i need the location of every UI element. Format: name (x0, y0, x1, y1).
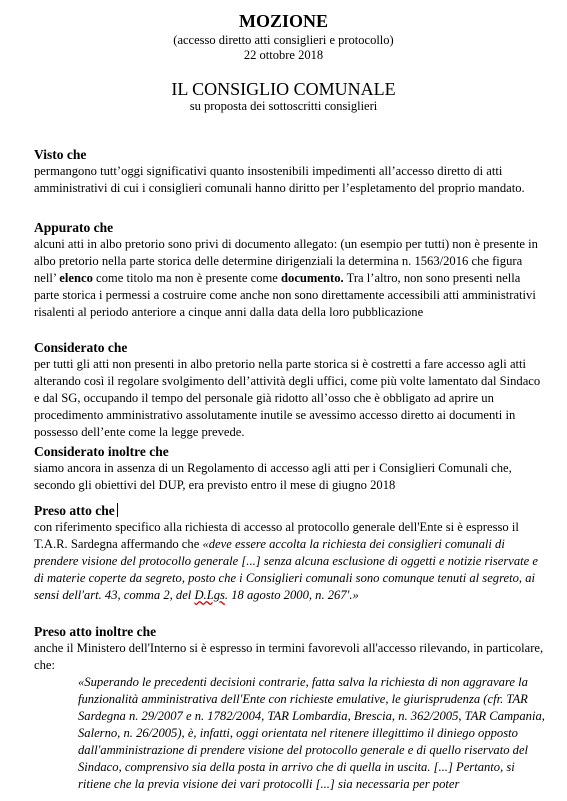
text-run: Tra l’altro, non sono presenti nella parte storica i permessi a costruire come anche non sono direttamente accessibili atti amministrativi risalenti al periodo anteriore a cinque anni dalla data della loro pubblicazione (34, 271, 536, 319)
section-preso-atto (34, 502, 546, 604)
quote-run: . 18 agosto 2000, n. 267'.» (224, 588, 359, 602)
text-run: alcuni atti in albo pretorio sono privi di documento allegato: (un esempio per tutti) non è presente in albo pretorio nella parte storica delle determine dirigenziali la determina n. 1563/2016 che figura nell’ (34, 237, 538, 285)
section-text: anche il Ministero dell'Interno si è espresso in termini favorevoli all'accesso rilevando, in particolare, che: (34, 641, 544, 672)
section-title: Preso atto inoltre che (34, 624, 157, 639)
section-preso-atto-inoltre (34, 623, 546, 793)
indented-quote: «Superando le precedenti decisioni contrarie, fatta salva la richiesta di non aggravare la funzionalità amministrativa dell'Ente con richieste emulative, le giurisprudenza (cfr. TAR Sardegna n. 29/2007 e n. 1782/2004, TAR Lombardia, Brescia, n. 362/2005, TAR Campania, Salerno, n. 26/2005), è, infatti, oggi orientata nel ritenere illegittimo il diniego opposto dall'amministrazione di prendere visione del protocollo generale e di quello riservato del Sindaco, comprensivo sia della posta in arrivo che di quella in uscita. [...] Pertanto, si ritiene che la previa visione dei vari protocolli [...] sia necessaria per poter (78, 675, 545, 791)
text-cursor (117, 503, 118, 517)
section-text: per tutti gli atti non presenti in albo pretorio nella parte storica si è costretti a fare accesso agli atti alterando così il regolare svolgimento dell’attività degli uffici, come più volte lamentato dal Sindaco e dal SG, occupando il tempo del personale già ridotto all’osso che è obbligato ad aprire un procedimento amministrativo assolutamente inutile se avessimo accesso diretto ai documenti in possesso dell’ente come la legge prevede. (34, 357, 541, 439)
proposal-line: su proposta dei sottoscritti consiglieri (189, 99, 378, 113)
section-considerato-inoltre (34, 443, 546, 494)
document-date: 22 ottobre 2018 (243, 48, 324, 62)
text-run: con riferimento specifico alla richiesta di accesso al protocollo generale dell'Ente si è espresso il T.A.R. Sardegna affermando che (34, 520, 519, 551)
quote-run: «deve essere accolta la richiesta dei consiglieri comunali di prendere visione del protocollo generale [...] senza alcuna esclusione di oggetti e notizie riservate e di materie coperte da segreto, posto che i Consiglieri comunali sono comunque tenuti al segreto, ai sensi dell'art. 43, comma 2, del (34, 537, 538, 602)
section-considerato (34, 339, 546, 441)
section-title: Considerato che (34, 340, 128, 355)
document-subtitle: (accesso diretto atti consiglieri e protocollo) (173, 33, 394, 47)
section-text (34, 236, 546, 321)
section-text: siamo ancora in assenza di un Regolamento di accesso agli atti per i Consiglieri Comunali che, secondo gli obiettivi del DUP, era previsto entro il mese di giugno 2018 (34, 461, 512, 492)
text-run: come titolo ma non è presente come (92, 271, 282, 285)
section-title-text: Preso atto che (34, 503, 115, 518)
section-title: Visto che (34, 147, 87, 162)
section-text (34, 519, 546, 604)
section-appurato (34, 219, 546, 321)
document-title: MOZIONE (238, 11, 328, 31)
council-heading: IL CONSIGLIO COMUNALE (171, 79, 396, 99)
section-text: permangono tutt’oggi significativi quanto insostenibili impedimenti all’accesso diretto di atti amministrativi di cui i consiglieri comunali hanno diritto per l’espletamento del proprio mandato. (34, 164, 525, 195)
section-title: Appurato che (34, 220, 114, 235)
bold-run: elenco (59, 271, 93, 285)
bold-run: documento. (281, 271, 344, 285)
spellcheck-word: D.Lgs (194, 588, 225, 602)
section-title: Considerato inoltre che (34, 444, 169, 459)
section-visto (34, 146, 546, 197)
section-title (34, 502, 546, 519)
